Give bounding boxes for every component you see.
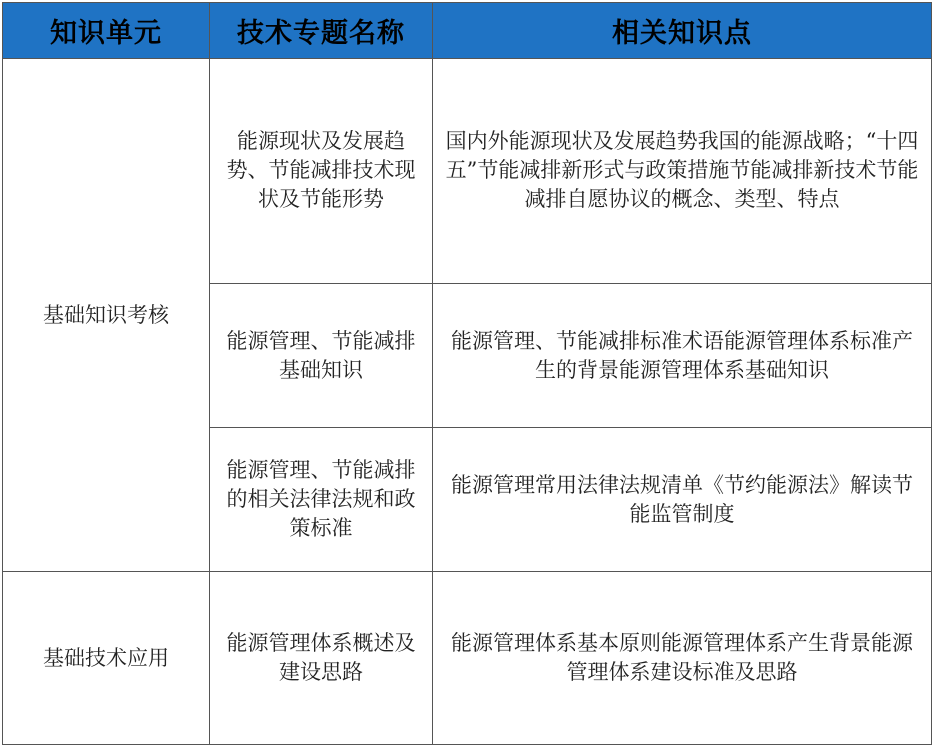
points-cell: 能源管理常用法律法规清单《节约能源法》解读节能监管制度 <box>433 428 932 572</box>
topic-cell: 能源管理体系概述及建设思路 <box>210 572 433 745</box>
unit-cell: 基础技术应用 <box>3 572 210 745</box>
topic-cell: 能源现状及发展趋势、节能减排技术现状及节能形势 <box>210 59 433 284</box>
unit-cell: 基础知识考核 <box>3 59 210 572</box>
header-knowledge-points: 相关知识点 <box>433 3 932 59</box>
points-cell: 能源管理、节能减排标准术语能源管理体系标准产生的背景能源管理体系基础知识 <box>433 283 932 427</box>
header-knowledge-unit: 知识单元 <box>3 3 210 59</box>
topic-cell: 能源管理、节能减排的相关法律法规和政策标准 <box>210 428 433 572</box>
table-row <box>3 572 932 745</box>
knowledge-table <box>2 2 932 745</box>
points-cell: 能源管理体系基本原则能源管理体系产生背景能源管理体系建设标准及思路 <box>433 572 932 745</box>
points-cell: 国内外能源现状及发展趋势我国的能源战略；“十四五”节能减排新形式与政策措施节能减排新技术节能减排自愿协议的概念、类型、特点 <box>433 59 932 284</box>
header-row <box>3 3 932 59</box>
header-topic-name: 技术专题名称 <box>210 3 433 59</box>
topic-cell: 能源管理、节能减排基础知识 <box>210 283 433 427</box>
table-row <box>3 59 932 284</box>
